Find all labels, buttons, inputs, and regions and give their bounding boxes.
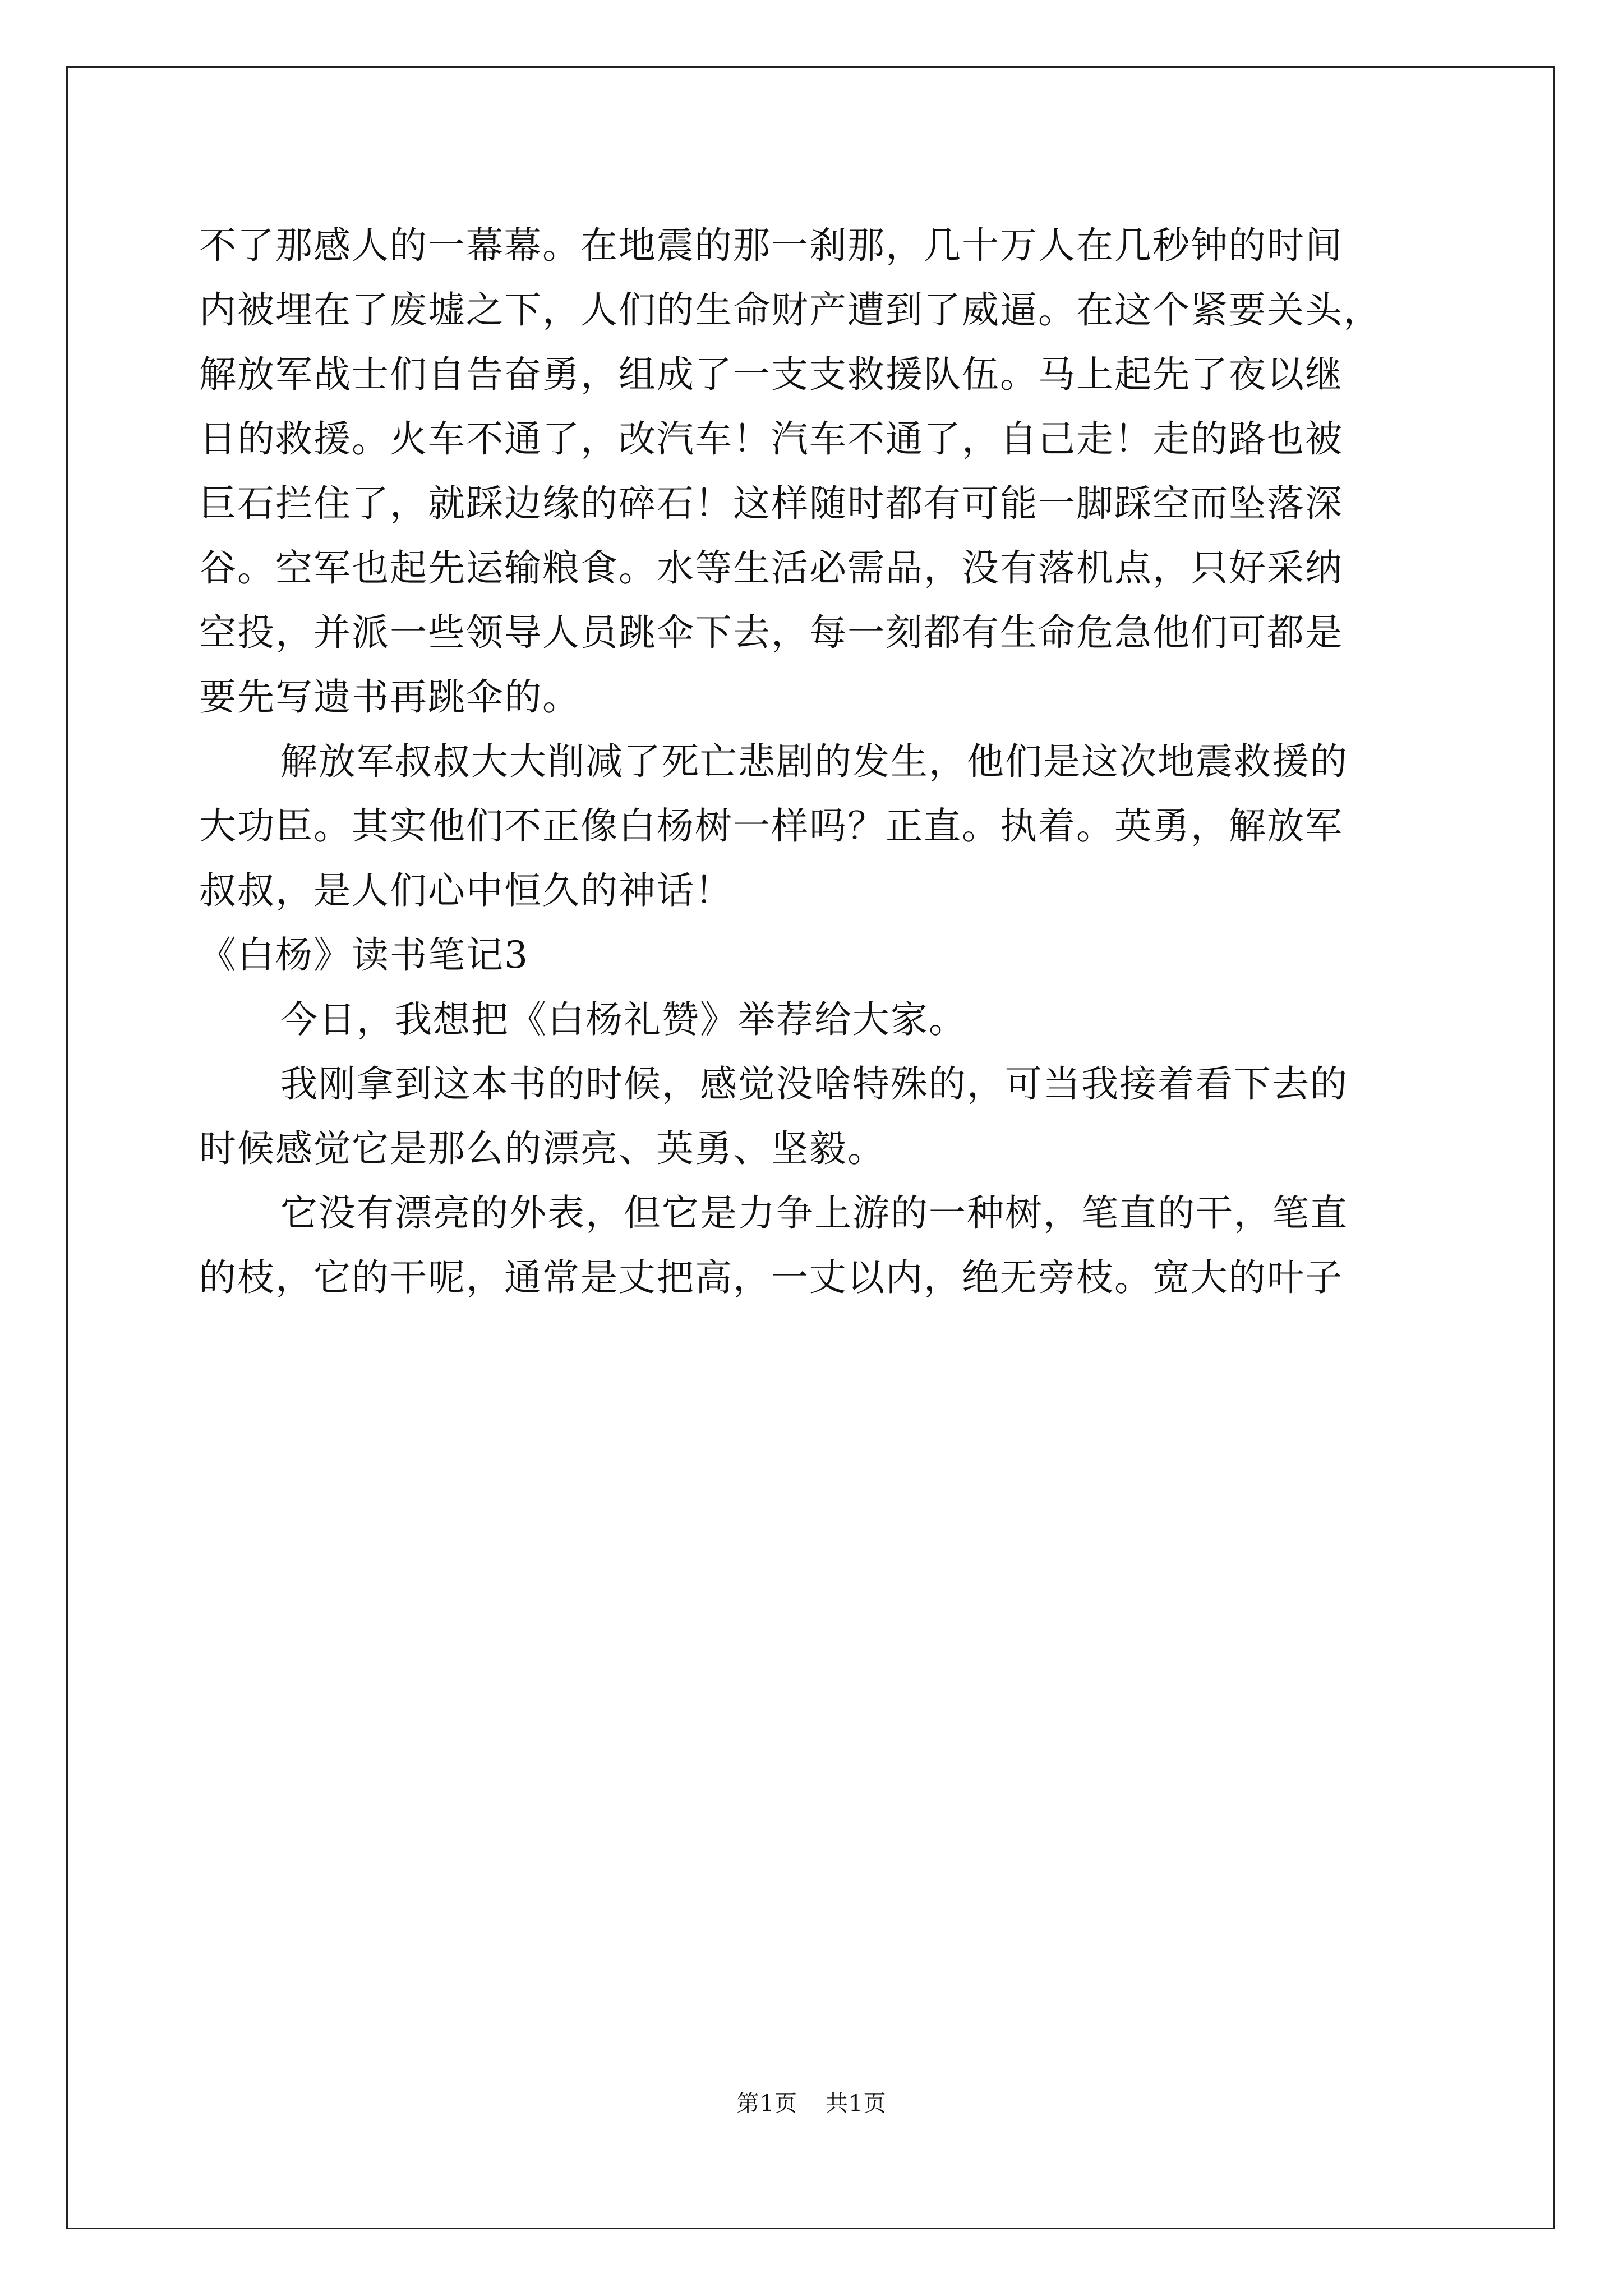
text-line: 谷。空军也起先运输粮食。水等生活必需品，没有落机点，只好采纳 [199,546,1343,590]
text-line: 大功臣。其实他们不正像白杨树一样吗？正直。执着。英勇，解放军 [199,804,1343,848]
section-heading: 《白杨》读书笔记3 [199,933,529,977]
text-line: 空投，并派一些领导人员跳伞下去，每一刻都有生命危急他们可都是 [199,611,1343,654]
page-number-current: 第1页 [736,2091,797,2116]
text-line: 叔叔，是人们心中恒久的神话！ [199,869,733,912]
text-line: 日的救援。火车不通了，改汽车！汽车不通了，自己走！走的路也被 [199,417,1343,461]
paragraph-start-line: 它没有漂亮的外表，但它是力争上游的一种树，笔直的干，笔直 [280,1191,1348,1235]
text-line: 要先写遗书再跳伞的。 [199,675,580,719]
paragraph-start-line: 今日，我想把《白杨礼赞》举荐给大家。 [280,998,967,1041]
text-line: 不了那感人的一幕幕。在地震的那一刹那，几十万人在几秒钟的时间 [199,224,1343,267]
text-line: 的枝，它的干呢，通常是丈把高，一丈以内，绝无旁枝。宽大的叶子 [199,1256,1343,1299]
document-body [199,213,1438,1310]
page-footer [0,2086,1623,2118]
text-line: 时候感觉它是那么的漂亮、英勇、坚毅。 [199,1127,886,1170]
text-line: 内被埋在了废墟之下，人们的生命财产遭到了威逼。在这个紧要关头， [199,288,1381,332]
paragraph-start-line: 我刚拿到这本书的时候，感觉没啥特殊的，可当我接着看下去的 [280,1062,1348,1106]
page-number-total: 共1页 [826,2091,887,2116]
text-line: 解放军战士们自告奋勇，组成了一支支救援队伍。马上起先了夜以继 [199,353,1343,396]
text-line: 巨石拦住了，就踩边缘的碎石！这样随时都有可能一脚踩空而坠落深 [199,482,1343,525]
paragraph-start-line: 解放军叔叔大大削减了死亡悲剧的发生，他们是这次地震救援的 [280,740,1348,783]
